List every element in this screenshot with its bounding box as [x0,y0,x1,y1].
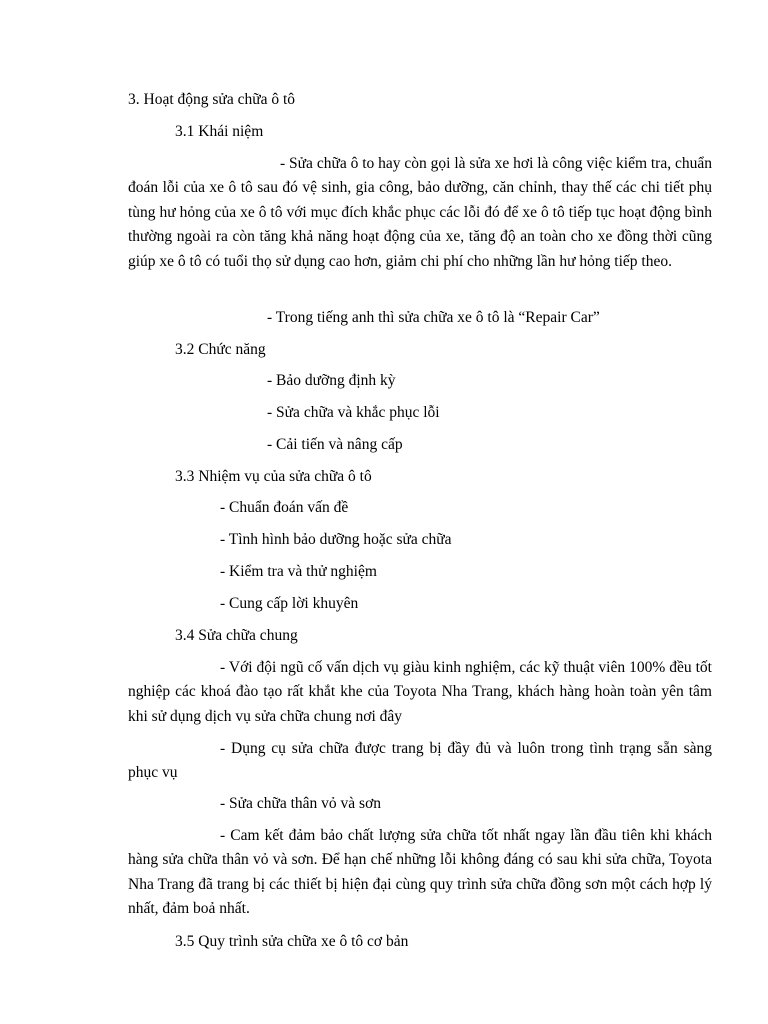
list-item-3-2-3: - Cải tiến và nâng cấp [267,436,403,453]
paragraph-3-4-commitment: - Cam kết đảm bảo chất lượng sửa chữa tốt nhất ngay lần đầu tiên khi khách hàng sửa chữa thân vỏ và sơn. Để hạn chế những lỗi không đáng có sau khi sửa chữa, Toyota Nha Trang đã trang bị các thiết bị hiện đại cùng quy trình sửa chữa đồng sơn một cách hợp lý nhất, đảm boả nhất. [128,827,712,918]
paragraph-3-1-definition: - Sửa chữa ô to hay còn gọi là sửa xe hơi là công việc kiểm tra, chuẩn đoán lỗi của xe ô tô sau đó vệ sinh, gia công, bảo dưỡng, căn chỉnh, thay thế các chi tiết phụ tùng hư hỏng của xe ô tô với mục đích khắc phục các lỗi đó để xe ô tô tiếp tục hoạt động bình thường ngoài ra còn tăng khả năng hoạt động của xe, tăng độ an toàn cho xe đồng thời cũng giúp xe ô tô có tuổi thọ sử dụng cao hơn, giảm chi phí cho những lần hư hỏng tiếp theo. [128,155,712,270]
paragraph-3-4-tools: - Dụng cụ sửa chữa được trang bị đầy đủ và luôn trong tình trạng sẵn sàng phục vụ [128,740,712,782]
heading-3: 3. Hoạt động sửa chữa ô tô [128,91,296,108]
list-item-3-3-1: - Chuẩn đoán vấn đề [220,499,349,516]
heading-3-4: 3.4 Sửa chữa chung [175,627,298,644]
list-item-3-4-body-paint: - Sửa chữa thân vỏ và sơn [220,795,382,812]
paragraph-3-4-team: - Với đội ngũ cố vấn dịch vụ giàu kinh nghiệm, các kỹ thuật viên 100% đều tốt nghiệp các khoá đào tạo rất khắt khe của Toyota Nha Trang, khách hàng hoàn toàn yên tâm khi sử dụng dịch vụ sửa chữa chung nơi đây [128,659,712,725]
heading-3-2: 3.2 Chức năng [175,341,266,358]
list-item-3-2-1: - Bảo dưỡng định kỳ [267,372,396,389]
heading-3-3: 3.3 Nhiệm vụ của sửa chữa ô tô [175,468,372,485]
list-item-3-3-4: - Cung cấp lời khuyên [220,595,359,612]
paragraph-3-1-english: - Trong tiếng anh thì sửa chữa xe ô tô là “Repair Car” [267,309,600,326]
list-item-3-3-2: - Tình hình bảo dưỡng hoặc sửa chữa [220,531,452,548]
heading-3-5: 3.5 Quy trình sửa chữa xe ô tô cơ bản [175,933,409,950]
heading-3-1: 3.1 Khái niệm [175,123,264,140]
list-item-3-3-3: - Kiểm tra và thử nghiệm [220,563,377,580]
list-item-3-2-2: - Sửa chữa và khắc phục lỗi [267,404,440,421]
